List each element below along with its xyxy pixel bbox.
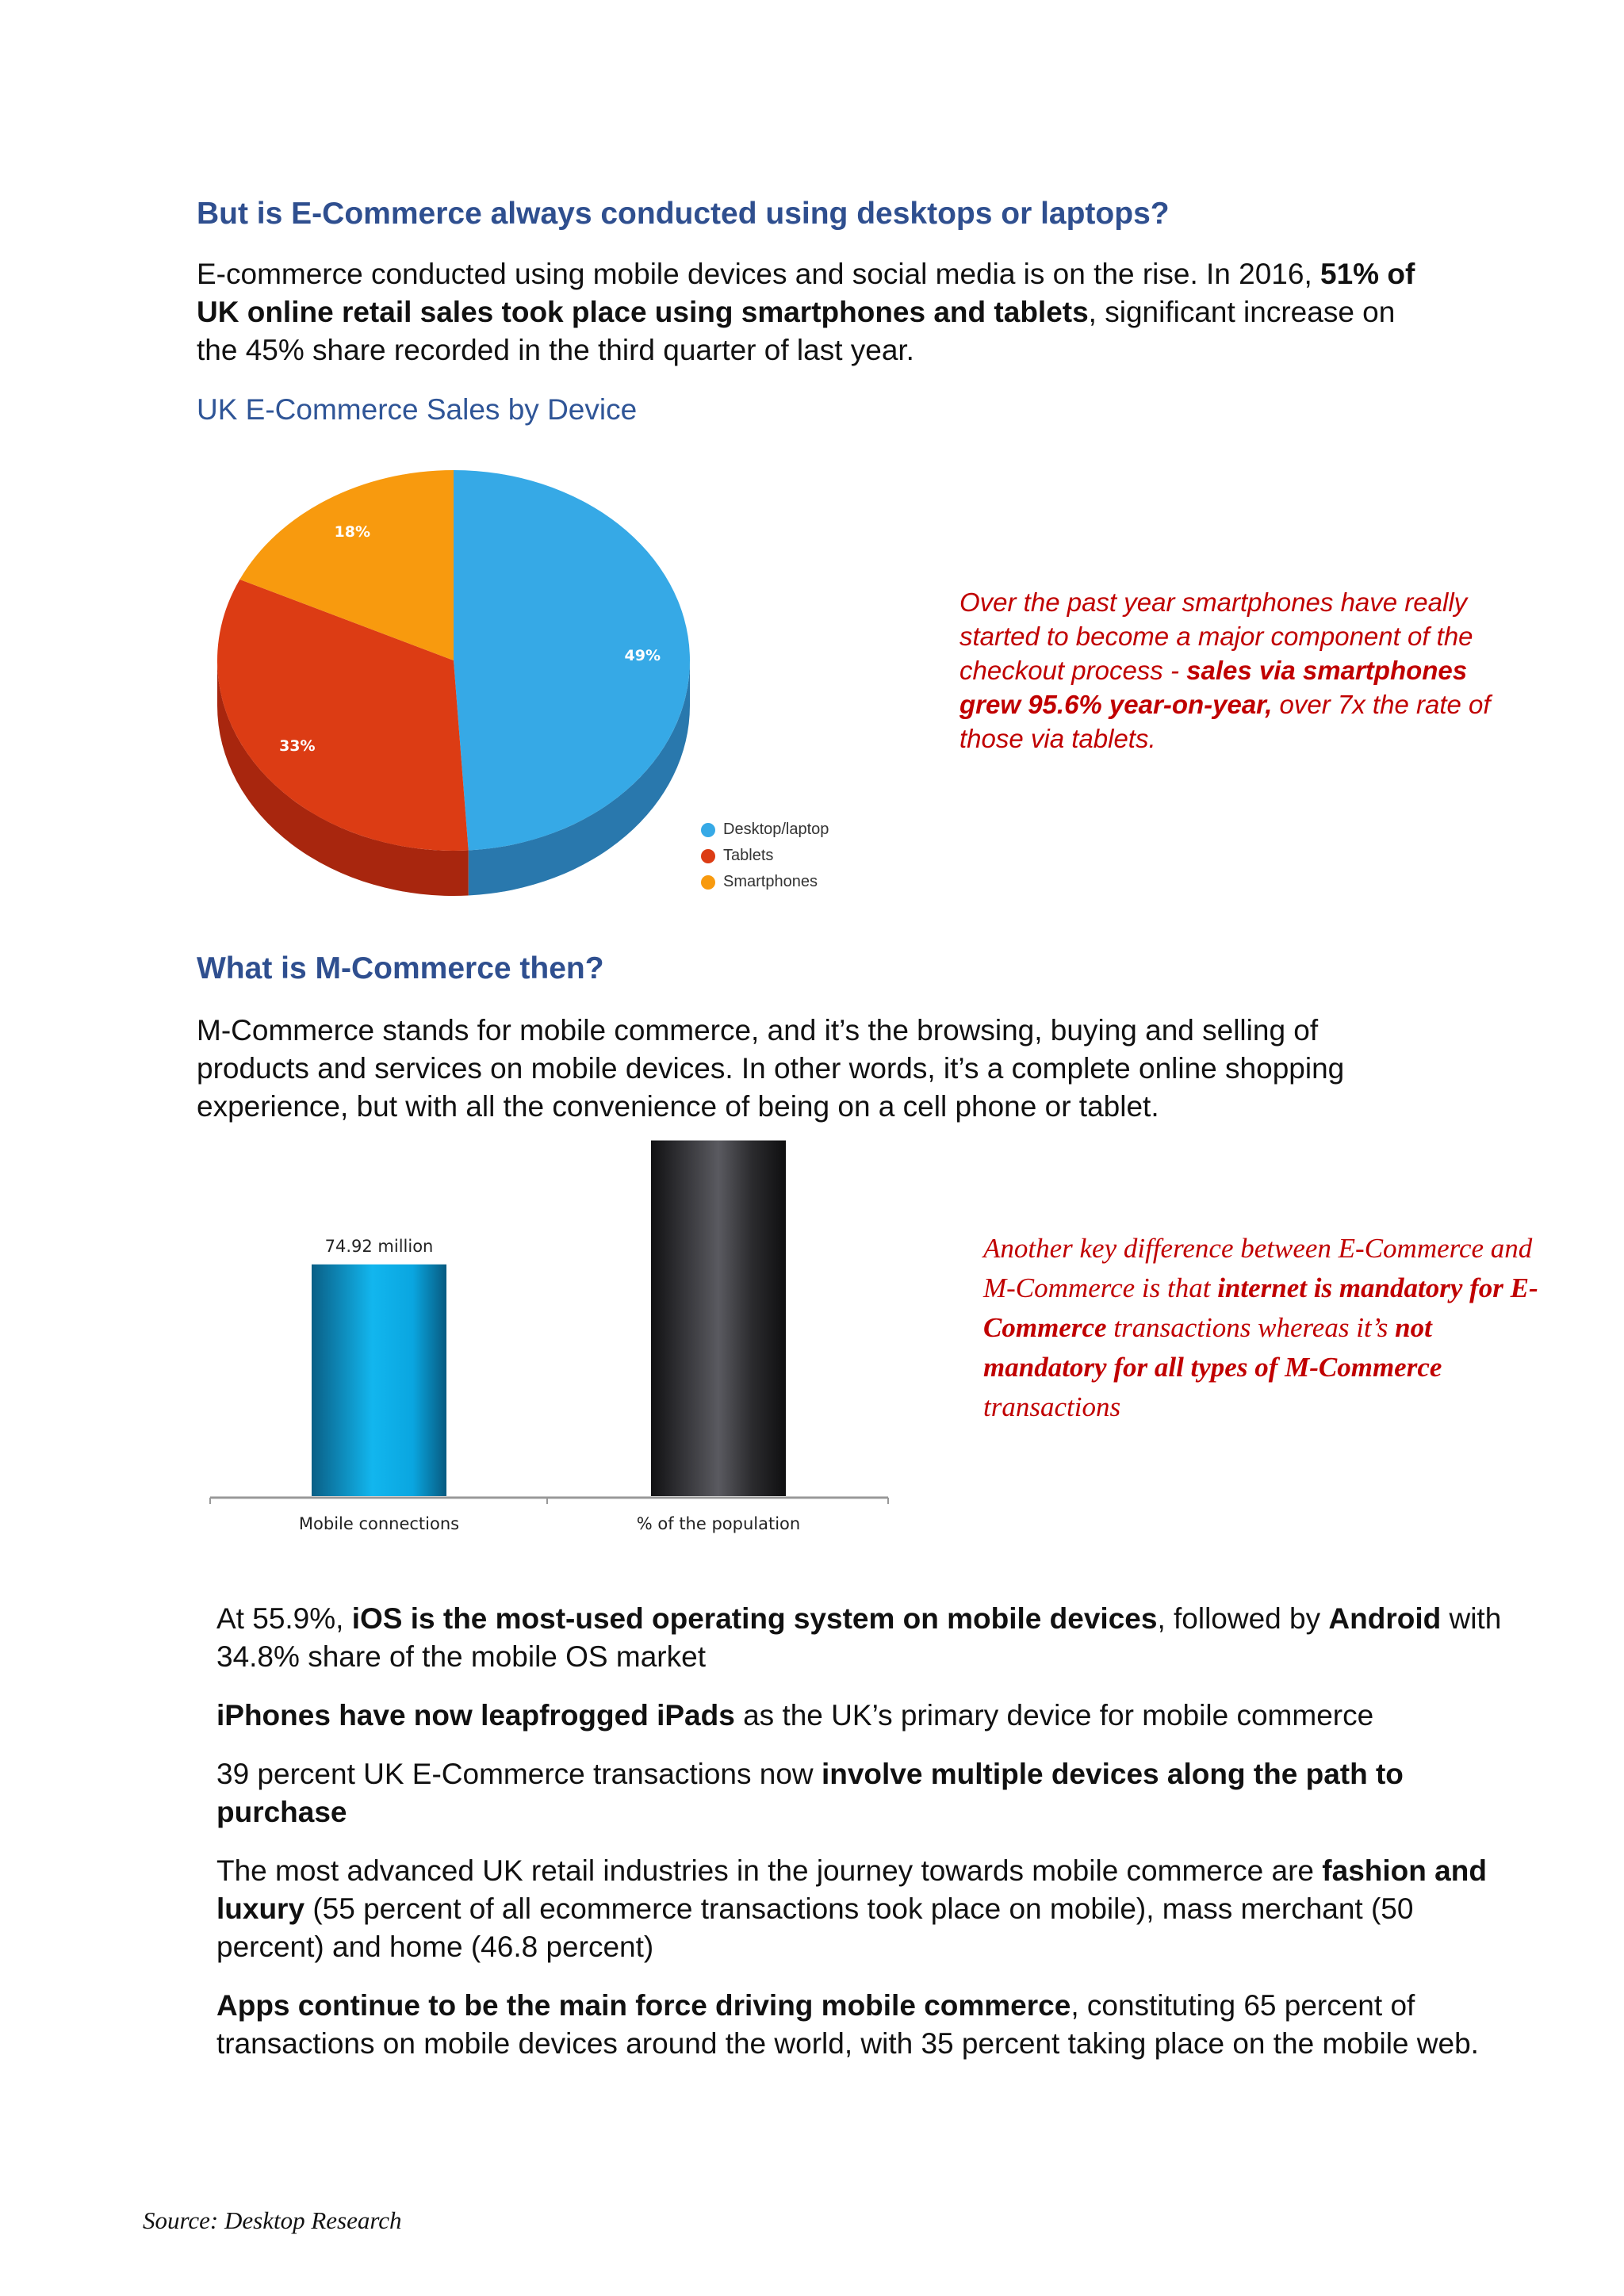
pie-label-smartphones: 18% — [334, 522, 371, 541]
bar-note-bold-1: internet is mandatory for E-Commerce — [983, 1272, 1538, 1343]
fact-bold: Android — [1328, 1602, 1442, 1635]
pie-chart — [198, 456, 706, 908]
fact-bold: iOS is the most-used operating system on mobile devices — [351, 1602, 1158, 1635]
bar-value-label-mobile-connections: 74.92 million — [324, 1236, 434, 1256]
pie-label-tablets: 33% — [279, 737, 316, 755]
bar-category-percent-population: % of the population — [636, 1514, 801, 1533]
pie-legend — [701, 817, 829, 895]
bar-note — [983, 1229, 1554, 1427]
fact-apps — [216, 1987, 1517, 2063]
bar-chart — [198, 1138, 896, 1550]
legend-swatch-desktop — [701, 823, 715, 837]
legend-label-tablets: Tablets — [723, 847, 774, 864]
bar-note-bold-2: not mandatory for all types of M-Commerce — [983, 1312, 1442, 1383]
fact-bold: involve multiple devices along the path to purchase — [216, 1758, 1404, 1828]
legend-swatch-smartphones — [701, 875, 715, 890]
chart-title-device: UK E-Commerce Sales by Device — [197, 393, 638, 426]
fact-text: 39 percent UK E-Commerce transactions now — [216, 1758, 822, 1790]
legend-swatch-tablets — [701, 849, 715, 863]
section-heading-ecommerce: But is E-Commerce always conducted using desktops or laptops? — [197, 197, 1170, 231]
bar-note-text-end: transactions — [983, 1391, 1121, 1422]
pie-note-bold: sales via smartphones grew 95.6% year-on-year, — [959, 656, 1468, 719]
fact-ios — [216, 1600, 1517, 1676]
mcommerce-paragraph: M-Commerce stands for mobile commerce, and it’s the browsing, buying and selling of products and services on mobile devices. In other words, it’s a complete online shopping experience, but with all the convenience of being on a cell phone or tablet. — [197, 1014, 1345, 1123]
fact-text: , followed by — [1157, 1602, 1329, 1635]
source-note: Source: Desktop Research — [143, 2206, 402, 2234]
fact-text: as the UK’s primary device for mobile commerce — [734, 1699, 1374, 1732]
legend-item-tablets — [701, 843, 829, 869]
fact-text: , constituting 65 percent of transactions on mobile devices around the world, with 35 percent taking place on the mobile web. — [216, 1989, 1479, 2060]
fact-bold: Apps continue to be the main force driving mobile commerce — [216, 1989, 1071, 2022]
pie-note-text: Over the past year smartphones have really started to become a major component of the checkout process - — [959, 587, 1473, 685]
fact-retail-industries — [216, 1852, 1517, 1966]
fact-multiple-devices — [216, 1755, 1517, 1831]
pie-note — [959, 585, 1530, 756]
facts-list — [216, 1600, 1517, 2084]
intro-text-end: , significant increase on the 45% share recorded in the third quarter of last year. — [197, 296, 1396, 366]
bar-note-text: Another key difference between E-Commerce and M-Commerce is that — [983, 1233, 1533, 1303]
pie-label-desktop-laptop: 49% — [624, 646, 661, 664]
legend-label-desktop: Desktop/laptop — [723, 821, 829, 838]
intro-bold: 51% of UK online retail sales took place using smartphones and tablets — [197, 258, 1415, 328]
intro-paragraph — [197, 255, 1434, 369]
fact-iphones — [216, 1697, 1517, 1735]
section-heading-mcommerce: What is M-Commerce then? — [197, 951, 604, 985]
fact-text: The most advanced UK retail industries in the journey towards mobile commerce are — [216, 1854, 1323, 1887]
fact-bold: iPhones have now leapfrogged iPads — [216, 1699, 735, 1732]
fact-text: At 55.9%, — [216, 1602, 352, 1635]
legend-label-smartphones: Smartphones — [723, 873, 818, 890]
bar-percent-population — [651, 1141, 786, 1497]
bar-note-text-2: transactions whereas it’s — [1106, 1312, 1396, 1343]
bar-mobile-connections — [312, 1265, 446, 1496]
legend-item-desktop — [701, 817, 829, 843]
intro-text: E-commerce conducted using mobile devices and social media is on the rise. In 2016, — [197, 258, 1321, 290]
bar-category-mobile-connections: Mobile connections — [298, 1514, 460, 1533]
pie-note-text-end: over 7x the rate of those via tablets. — [959, 690, 1491, 753]
legend-item-smartphones — [701, 869, 829, 895]
fact-bold: fashion and luxury — [216, 1854, 1487, 1925]
fact-text: with 34.8% share of the mobile OS market — [216, 1602, 1502, 1673]
fact-text: (55 percent of all ecommerce transactions took place on mobile), mass merchant (50 percent) and home (46.8 percent) — [216, 1892, 1414, 1963]
